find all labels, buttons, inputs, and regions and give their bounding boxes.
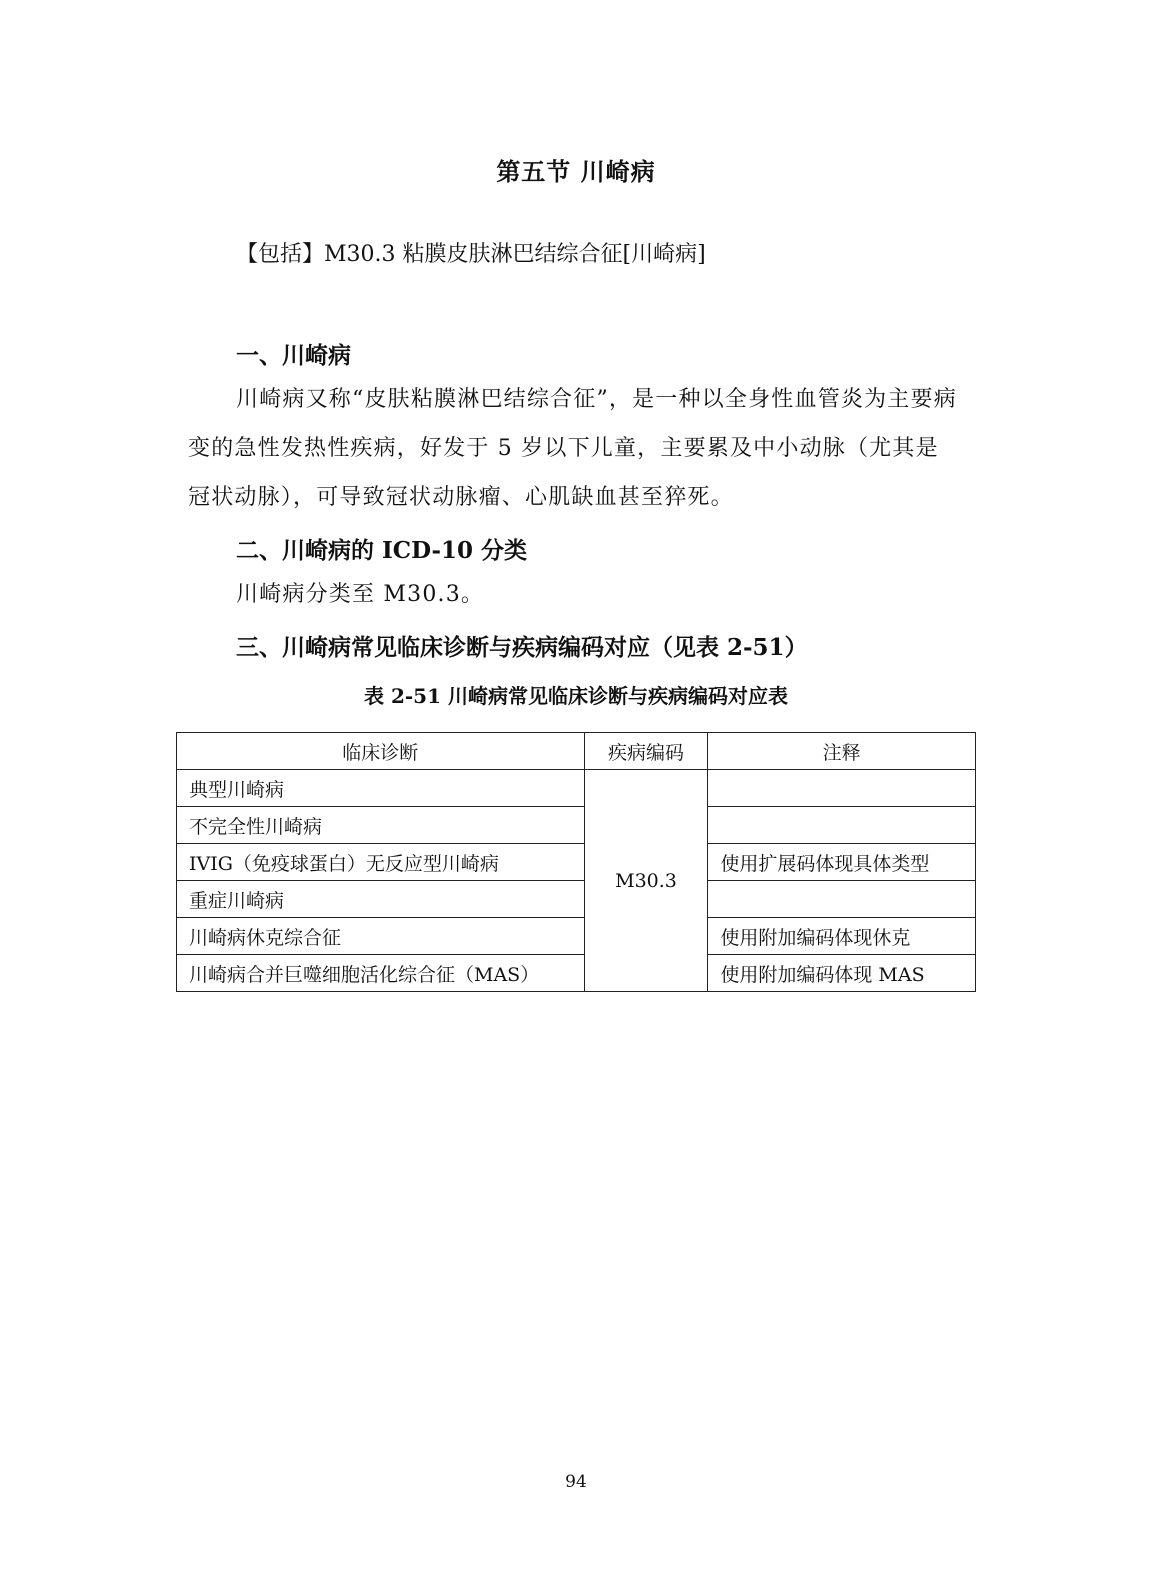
diagnosis-cell: 典型川崎病 [177, 770, 585, 807]
section-heading-2: 二、川崎病的 ICD-10 分类 [236, 537, 528, 564]
page-number: 94 [565, 1472, 587, 1492]
diagnosis-cell: 川崎病合并巨噬细胞活化综合征（MAS） [177, 955, 585, 992]
table-row [177, 918, 976, 955]
note-cell: 使用附加编码体现 MAS [708, 955, 976, 992]
diagnosis-cell: 不完全性川崎病 [177, 807, 585, 844]
diagnosis-cell: IVIG（免疫球蛋白）无反应型川崎病 [177, 844, 585, 881]
note-cell: 使用附加编码体现休克 [708, 918, 976, 955]
table-row [177, 807, 976, 844]
header-diagnosis: 临床诊断 [177, 733, 585, 770]
diagnosis-cell: 川崎病休克综合征 [177, 918, 585, 955]
table-row [177, 770, 976, 807]
table-caption: 表 2-51 川崎病常见临床诊断与疾病编码对应表 [364, 684, 788, 708]
section-paragraph-1: 川崎病又称“皮肤粘膜淋巴结综合征”，是一种以全身性血管炎为主要病变的急性发热性疾病，好发于 5 岁以下儿童，主要累及中小动脉（尤其是冠状动脉），可导致冠状动脉瘤、心肌缺血甚至猝死。 [188, 387, 957, 510]
diagnosis-code-table [176, 732, 976, 992]
table-header-row [177, 733, 976, 770]
note-cell [708, 770, 976, 807]
table-row [177, 955, 976, 992]
note-cell [708, 807, 976, 844]
includes-line: 【包括】M30.3 粘膜皮肤淋巴结综合征[川崎病] [236, 242, 706, 267]
header-note: 注释 [708, 733, 976, 770]
section-paragraph-2: 川崎病分类至 M30.3。 [236, 582, 485, 607]
page-title: 第五节 川崎病 [496, 157, 656, 186]
section-heading-1: 一、川崎病 [236, 342, 351, 369]
note-cell: 使用扩展码体现具体类型 [708, 844, 976, 881]
diagnosis-cell: 重症川崎病 [177, 881, 585, 918]
header-code: 疾病编码 [584, 733, 708, 770]
disease-code-cell: M30.3 [584, 770, 708, 992]
table-row [177, 881, 976, 918]
note-cell [708, 881, 976, 918]
section-heading-3: 三、川崎病常见临床诊断与疾病编码对应（见表 2-51） [236, 634, 808, 661]
table-row [177, 844, 976, 881]
